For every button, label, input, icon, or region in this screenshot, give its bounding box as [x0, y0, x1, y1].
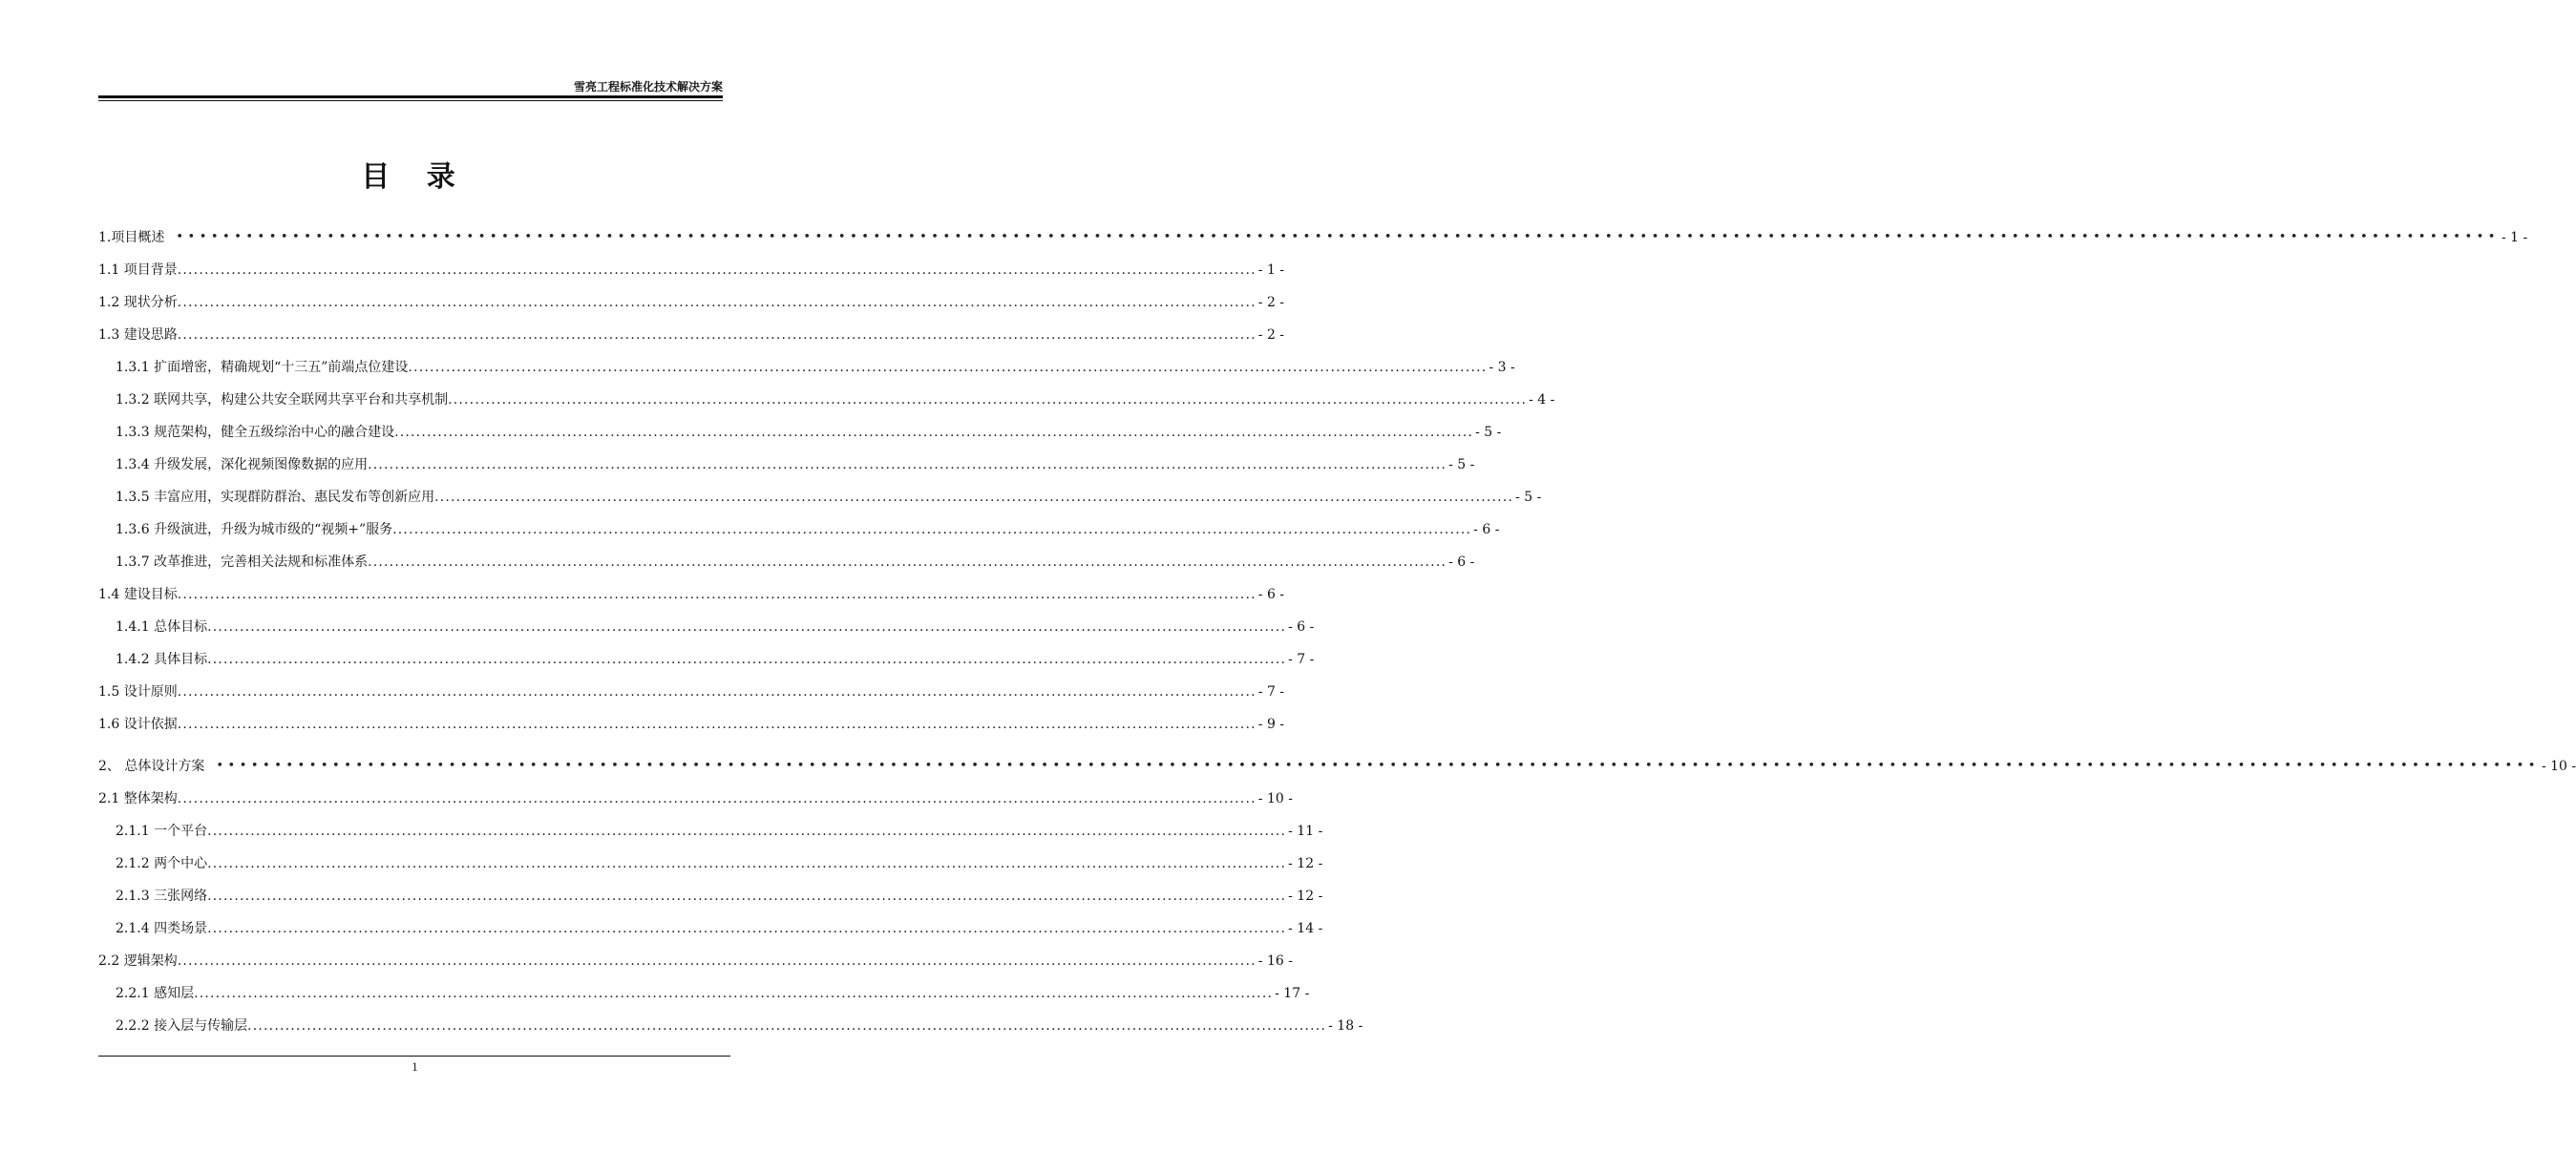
toc-entry[interactable] [98, 844, 1323, 876]
toc-entry[interactable] [98, 909, 1323, 941]
toc-entry-label: 1.3.4 升级发展，深化视频图像数据的应用 [116, 457, 369, 472]
header-rule-thin [98, 100, 723, 101]
toc-entry[interactable] [98, 477, 1542, 510]
toc-dot-leader: ........................................................................................................................................................................................................ [434, 490, 1514, 505]
toc-entry[interactable] [98, 380, 1555, 412]
page-number: 1 [412, 1059, 418, 1074]
toc-entry-page: - 5 - [1475, 425, 1502, 440]
toc-entry-label: 1.4.2 具体目标 [116, 652, 208, 667]
toc-entry-page: - 11 - [1288, 824, 1323, 839]
toc-entry-label: 2.1.3 三张网络 [116, 889, 208, 904]
toc-entry-page: - 6 - [1288, 619, 1315, 635]
toc-entry[interactable] [98, 639, 1315, 672]
toc-entry-page: - 2 - [1257, 327, 1285, 343]
toc-entry-label: 1.3.5 丰富应用，实现群防群治、惠民发布等创新应用 [116, 490, 435, 505]
toc-dot-leader: ........................................................................................................................................................................................................ [194, 986, 1274, 1001]
toc-entry-label: 1.5 设计原则 [98, 684, 178, 700]
toc-entry-label: 2.1.2 两个中心 [116, 856, 208, 871]
toc-entry[interactable] [98, 746, 2576, 779]
toc-entry[interactable] [98, 575, 1285, 607]
toc-entry-page: - 5 - [1448, 457, 1475, 472]
toc-entry[interactable] [98, 607, 1315, 639]
toc-entry[interactable] [98, 412, 1502, 445]
toc-dot-leader: ........................................................................................................................................................................................................ [207, 921, 1287, 936]
toc-dot-leader: ........................................................................................................................................................................................................ [177, 587, 1256, 602]
toc-entry-label: 1.1 项目背景 [98, 262, 178, 278]
toc-entry[interactable] [98, 510, 1500, 542]
toc-entry-page: - 12 - [1288, 889, 1323, 904]
toc-entry-page: - 14 - [1288, 921, 1323, 936]
toc-dot-leader: ........................................................................................................................................................................................................ [177, 262, 1256, 278]
toc-entry[interactable] [98, 779, 1293, 811]
toc-dot-leader: •••••••••••••••••••••••••••••••••••••••••••••••••••••••••••••••••••••••••••••••••••••••••••••••••••••••••••••••••••••••••••••••••••••••••••••••••••••••••••••••••••••••••••••••••••••••••••••••••••••••• [216, 759, 2540, 773]
toc-dot-leader: ........................................................................................................................................................................................................ [177, 684, 1256, 700]
toc-dot-leader: ........................................................................................................................................................................................................ [207, 824, 1287, 839]
toc-entry-page: - 6 - [1257, 587, 1285, 602]
toc-entry-label: 1.3.2 联网共享，构建公共安全联网共享平台和共享机制 [116, 392, 449, 408]
toc-entry-label: 1.3 建设思路 [98, 327, 178, 343]
toc-entry[interactable] [98, 973, 1310, 1006]
toc-dot-leader: ........................................................................................................................................................................................................ [408, 360, 1488, 375]
toc-entry-page: - 17 - [1275, 986, 1310, 1001]
toc-entry[interactable] [98, 445, 1475, 477]
toc-entry-label: 2.2.1 感知层 [116, 986, 195, 1001]
toc-entry-label: 2.1.4 四类场景 [116, 921, 208, 936]
toc-entry[interactable] [98, 250, 1285, 283]
toc-entry-page: - 16 - [1257, 953, 1293, 969]
toc-entry[interactable] [98, 1006, 1363, 1038]
running-header: 雪亮工程标准化技术解决方案 [573, 80, 723, 94]
table-of-contents [98, 218, 2576, 1038]
toc-entry-page: - 3 - [1489, 360, 1515, 375]
toc-dot-leader: ........................................................................................................................................................................................................ [368, 555, 1447, 570]
toc-entry-label: 1.3.3 规范架构，健全五级综治中心的融合建设 [116, 425, 395, 440]
toc-dot-leader: ........................................................................................................................................................................................................ [177, 327, 1256, 343]
toc-entry-page: - 18 - [1328, 1018, 1363, 1034]
toc-entry-label: 1.4 建设目标 [98, 587, 178, 602]
toc-dot-leader: ........................................................................................................................................................................................................ [247, 1018, 1327, 1034]
toc-entry-label: 1.6 设计依据 [98, 717, 178, 732]
toc-entry[interactable] [98, 218, 2528, 250]
toc-dot-leader: ........................................................................................................................................................................................................ [207, 619, 1287, 635]
toc-entry-page: - 7 - [1288, 652, 1315, 667]
toc-entry-label: 1.4.1 总体目标 [116, 619, 208, 635]
header-rule [98, 95, 723, 98]
toc-entry-page: - 1 - [1257, 262, 1285, 278]
toc-entry-label: 1.3.1 扩面增密，精确规划“十三五”前端点位建设 [116, 360, 409, 375]
toc-entry[interactable] [98, 315, 1285, 347]
toc-entry[interactable] [98, 283, 1285, 315]
toc-entry-label: 2.1.1 一个平台 [116, 824, 208, 839]
toc-dot-leader: ........................................................................................................................................................................................................ [392, 522, 1472, 537]
toc-entry-label: 2、 总体设计方案 [98, 759, 205, 774]
toc-entry-page: - 5 - [1515, 490, 1542, 505]
toc-entry[interactable] [98, 811, 1323, 844]
toc-entry-page: - 1 - [2501, 230, 2528, 245]
toc-entry-label: 1.2 现状分析 [98, 295, 178, 310]
toc-entry-label: 2.1 整体架构 [98, 791, 178, 806]
toc-dot-leader: ........................................................................................................................................................................................................ [177, 953, 1256, 969]
toc-entry-page: - 10 - [1257, 791, 1293, 806]
toc-entry-page: - 9 - [1257, 717, 1285, 732]
toc-dot-leader: ........................................................................................................................................................................................................ [368, 457, 1447, 472]
toc-entry[interactable] [98, 542, 1475, 575]
toc-dot-leader: •••••••••••••••••••••••••••••••••••••••••••••••••••••••••••••••••••••••••••••••••••••••••••••••••••••••••••••••••••••••••••••••••••••••••••••••••••••••••••••••••••••••••••••••••••••••••••••••••••••••• [176, 230, 2500, 244]
footer-rule [98, 1056, 730, 1057]
toc-entry-page: - 7 - [1257, 684, 1285, 700]
toc-dot-leader: ........................................................................................................................................................................................................ [207, 856, 1287, 871]
toc-entry-label: 2.2.2 接入层与传输层 [116, 1018, 248, 1034]
toc-dot-leader: ........................................................................................................................................................................................................ [207, 652, 1287, 667]
toc-entry-page: - 6 - [1448, 555, 1475, 570]
toc-entry-page: - 12 - [1288, 856, 1323, 871]
page-title: 目 录 [361, 160, 469, 194]
toc-dot-leader: ........................................................................................................................................................................................................ [394, 425, 1474, 440]
toc-entry-page: - 4 - [1529, 392, 1555, 408]
toc-entry[interactable] [98, 876, 1323, 909]
toc-entry-page: - 10 - [2541, 759, 2576, 774]
toc-dot-leader: ........................................................................................................................................................................................................ [207, 889, 1287, 904]
toc-entry-page: - 6 - [1473, 522, 1500, 537]
toc-entry[interactable] [98, 672, 1285, 704]
toc-entry-label: 1.项目概述 [98, 230, 165, 245]
toc-entry[interactable] [98, 704, 1285, 737]
toc-entry-label: 1.3.7 改革推进，完善相关法规和标准体系 [116, 555, 369, 570]
toc-dot-leader: ........................................................................................................................................................................................................ [177, 295, 1256, 310]
toc-entry-label: 2.2 逻辑架构 [98, 953, 178, 969]
toc-dot-leader: ........................................................................................................................................................................................................ [177, 717, 1256, 732]
toc-entry-page: - 2 - [1257, 295, 1285, 310]
toc-entry[interactable] [98, 941, 1293, 973]
toc-entry[interactable] [98, 347, 1515, 380]
toc-dot-leader: ........................................................................................................................................................................................................ [448, 392, 1528, 408]
toc-dot-leader: ........................................................................................................................................................................................................ [177, 791, 1256, 806]
toc-entry-label: 1.3.6 升级演进，升级为城市级的“视频+”服务 [116, 522, 393, 537]
